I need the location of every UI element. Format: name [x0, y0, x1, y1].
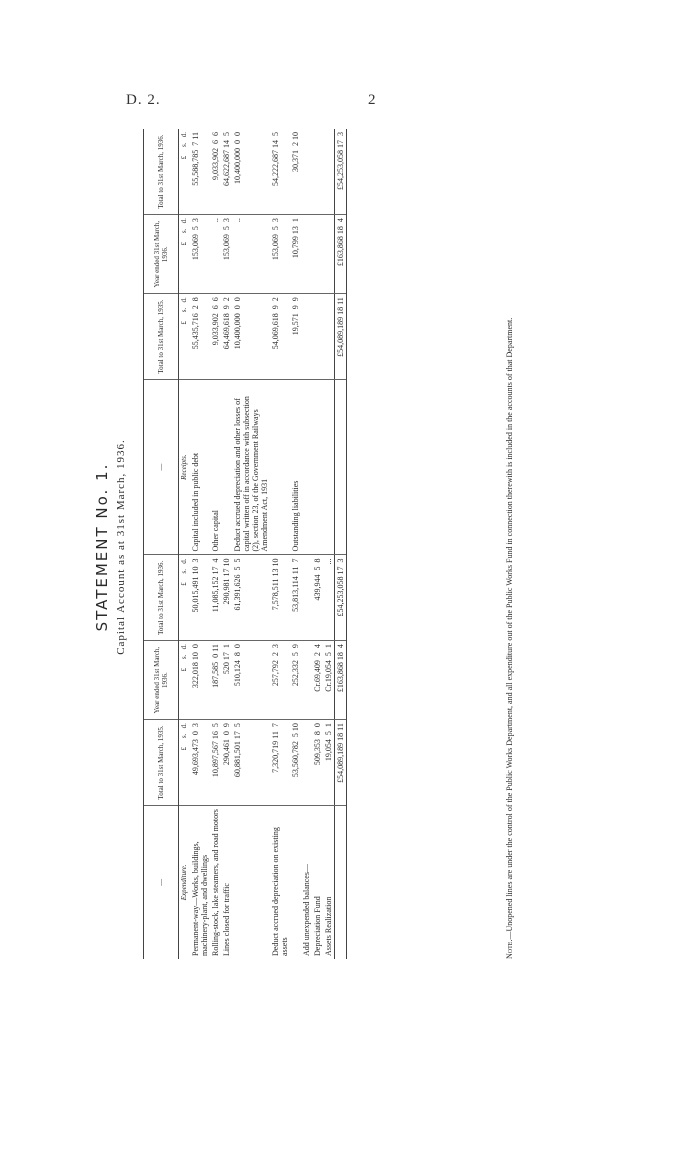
receipts-total-1936: £54,253,058 17 3 — [335, 129, 347, 215]
expenditure-total-1936-value: 50,015,491 10 3 — [190, 555, 210, 641]
receipts-total-year: £163,868 18 4 — [335, 215, 347, 294]
statement-subtitle: Capital Account as at 31st March, 1936. — [115, 439, 127, 655]
receipts-item-label — [323, 379, 335, 555]
table-row — [301, 129, 312, 959]
receipts-total-1935-value: 64,469,618 9 2 — [221, 294, 232, 380]
table-row — [323, 129, 335, 959]
receipts-year-value — [301, 215, 312, 294]
receipts-total-1935-value: 55,435,716 2 8 — [190, 294, 210, 380]
header-total-1935: Total to 31st March, 1935. — [144, 294, 179, 380]
currency-units: £ s. d. — [179, 641, 191, 720]
receipts-year-value: 153,069 5 3 — [190, 215, 210, 294]
table-row — [290, 129, 301, 959]
table-row — [210, 129, 221, 959]
expenditure-total-1936: £54,253,058 17 3 — [335, 555, 347, 641]
expenditure-total-1935-value: 49,693,473 0 3 — [190, 720, 210, 806]
header-year-1936: Year ended 31st March, 1936. — [144, 641, 179, 720]
receipts-heading: Receipts. — [179, 379, 191, 555]
expenditure-total-1935-value: 10,897,567 16 5 — [210, 720, 221, 806]
page-number: 2 — [368, 92, 377, 108]
receipts-total-1935: £54,089,189 18 11 — [335, 294, 347, 380]
expenditure-total-1936-value: 290,981 17 10 — [221, 555, 232, 641]
expenditure-total-1935: £54,089,189 18 11 — [335, 720, 347, 806]
receipts-total-1935-value — [323, 294, 335, 380]
statement-title: STATEMENT No. 1. — [93, 462, 111, 632]
currency-row — [179, 129, 191, 959]
expenditure-item-label — [232, 805, 270, 959]
receipts-total-1936-value — [301, 129, 312, 215]
expenditure-item-label: Rolling-stock, lake steamers, and road motors — [211, 809, 220, 956]
expenditure-year-value: 322,018 10 0 — [190, 641, 210, 720]
receipts-item-label: Outstanding liabilities — [290, 379, 301, 555]
expenditure-year-value: 510,124 8 0 — [232, 641, 270, 720]
receipts-item-label: Deduct accrued depreciation and other losses of capital written off in accordance with subsection (2), section 23, of the Government Railways Amendment Act, 1931 — [232, 379, 270, 555]
expenditure-year-value: Cr.69,409 2 4 — [312, 641, 323, 720]
receipts-total-1936-value: 10,400,000 0 0 — [232, 129, 270, 215]
expenditure-total-1935-value: 7,320,719 11 7 — [270, 720, 290, 806]
expenditure-year-value: Cr.19,054 5 1 — [323, 641, 335, 720]
receipts-total-1935-value — [312, 294, 323, 380]
table-row — [221, 129, 232, 959]
receipts-year-value: .. — [210, 215, 221, 294]
expenditure-total-1935-value — [301, 720, 312, 806]
header-total-1936: Total to 31st March, 1936. — [144, 129, 179, 215]
receipts-total-1935-value: 9,033,902 6 6 — [210, 294, 221, 380]
receipts-total-1935-value: 19,571 9 9 — [290, 294, 301, 380]
rotated-statement — [65, 97, 535, 997]
expenditure-item-label — [290, 805, 301, 959]
receipts-year-value: .. — [232, 215, 270, 294]
expenditure-total-year: £163,868 18 4 — [335, 641, 347, 720]
receipts-item-label: Capital included in public debt — [190, 379, 210, 555]
receipts-item-label: Other capital — [210, 379, 221, 555]
receipts-total-1936-value: 55,588,785 7 11 — [190, 129, 210, 215]
expenditure-total-1936-value: ... — [323, 555, 335, 641]
footnote-prefix: Note. — [505, 939, 514, 959]
header-total-1936: Total to 31st March, 1936. — [144, 555, 179, 641]
receipts-item-label — [270, 379, 290, 555]
header-total-1935: Total to 31st March, 1935. — [144, 720, 179, 806]
capital-account-table — [143, 129, 347, 959]
expenditure-total-1935-value: 290,461 0 9 — [221, 720, 232, 806]
receipts-total-1936-value: 30,371 2 10 — [290, 129, 301, 215]
receipts-year-value: 153,069 5 3 — [221, 215, 232, 294]
receipts-totals-label — [335, 379, 347, 555]
footnote-text: —Unopened lines are under the control of the Public Works Department, and all expenditure out of the Public Works Fund in connection therewith is included in the accounts of that Department. — [505, 317, 514, 940]
currency-units: £ s. d. — [179, 294, 191, 380]
expenditure-total-1936-value: 61,391,626 5 5 — [232, 555, 270, 641]
receipts-total-1936-value: 54,222,687 14 5 — [270, 129, 290, 215]
receipts-dash-header: — — [144, 379, 179, 555]
expenditure-total-1935-value: 509,353 8 0 — [312, 720, 323, 806]
table-row — [232, 129, 270, 959]
expenditure-item-label: Add unexpended balances— — [302, 864, 311, 956]
receipts-total-1936-value: 9,033,902 6 6 — [210, 129, 221, 215]
expenditure-heading: Expenditure. — [180, 864, 188, 901]
receipts-total-1935-value — [301, 294, 312, 380]
table-row — [270, 129, 290, 959]
receipts-total-1936-value — [312, 129, 323, 215]
expenditure-dash-header: — — [144, 805, 179, 959]
receipts-total-1935-value: 54,069,618 9 2 — [270, 294, 290, 380]
expenditure-total-1935-value: 19,054 5 1 — [323, 720, 335, 806]
receipts-total-1936-value: 64,622,687 14 5 — [221, 129, 232, 215]
receipts-year-value: 153,069 5 3 — [270, 215, 290, 294]
footnote — [505, 129, 514, 959]
table-row — [312, 129, 323, 959]
receipts-year-value — [312, 215, 323, 294]
expenditure-year-value: 252,332 5 9 — [290, 641, 301, 720]
receipts-total-1935-value: 10,400,000 0 0 — [232, 294, 270, 380]
expenditure-item-label: Assets Realization — [324, 896, 333, 956]
receipts-item-label — [301, 379, 312, 555]
currency-units: £ s. d. — [179, 720, 191, 806]
expenditure-item-label: Permanent-way—Works, buildings, machinery-plant, and dwellings — [191, 841, 209, 956]
receipts-year-value: 10,799 13 1 — [290, 215, 301, 294]
expenditure-total-1936-value: 439,944 5 8 — [312, 555, 323, 641]
expenditure-total-1936-value — [301, 555, 312, 641]
header-year-1936: Year ended 31st March, 1936. — [144, 215, 179, 294]
expenditure-item-label: Depreciation Fund — [313, 896, 322, 956]
receipts-total-1936-value — [323, 129, 335, 215]
totals-label — [335, 805, 347, 959]
expenditure-year-value — [301, 641, 312, 720]
receipts-item-label — [312, 379, 323, 555]
table-row — [190, 129, 210, 959]
expenditure-year-value: 187,585 0 11 — [210, 641, 221, 720]
expenditure-item-label: Deduct accrued depreciation on existing assets — [271, 827, 289, 956]
document-reference: D. 2. — [126, 92, 161, 108]
receipts-year-value — [323, 215, 335, 294]
expenditure-year-value: 520 17 1 — [221, 641, 232, 720]
currency-units: £ s. d. — [179, 215, 191, 294]
receipts-item-label — [221, 379, 232, 555]
table-header-row — [144, 129, 179, 959]
totals-row — [335, 129, 347, 959]
expenditure-total-1936-value: 53,813,114 11 7 — [290, 555, 301, 641]
currency-units: £ s. d. — [179, 555, 191, 641]
expenditure-total-1936-value: 11,085,152 17 4 — [210, 555, 221, 641]
expenditure-total-1936-value: 7,578,511 13 10 — [270, 555, 290, 641]
expenditure-total-1935-value: 53,560,782 5 10 — [290, 720, 301, 806]
expenditure-total-1935-value: 60,881,501 17 5 — [232, 720, 270, 806]
expenditure-year-value: 257,792 2 3 — [270, 641, 290, 720]
table-body — [190, 129, 335, 959]
currency-units: £ s. d. — [179, 129, 191, 215]
expenditure-item-label: Lines closed for traffic — [222, 883, 231, 956]
